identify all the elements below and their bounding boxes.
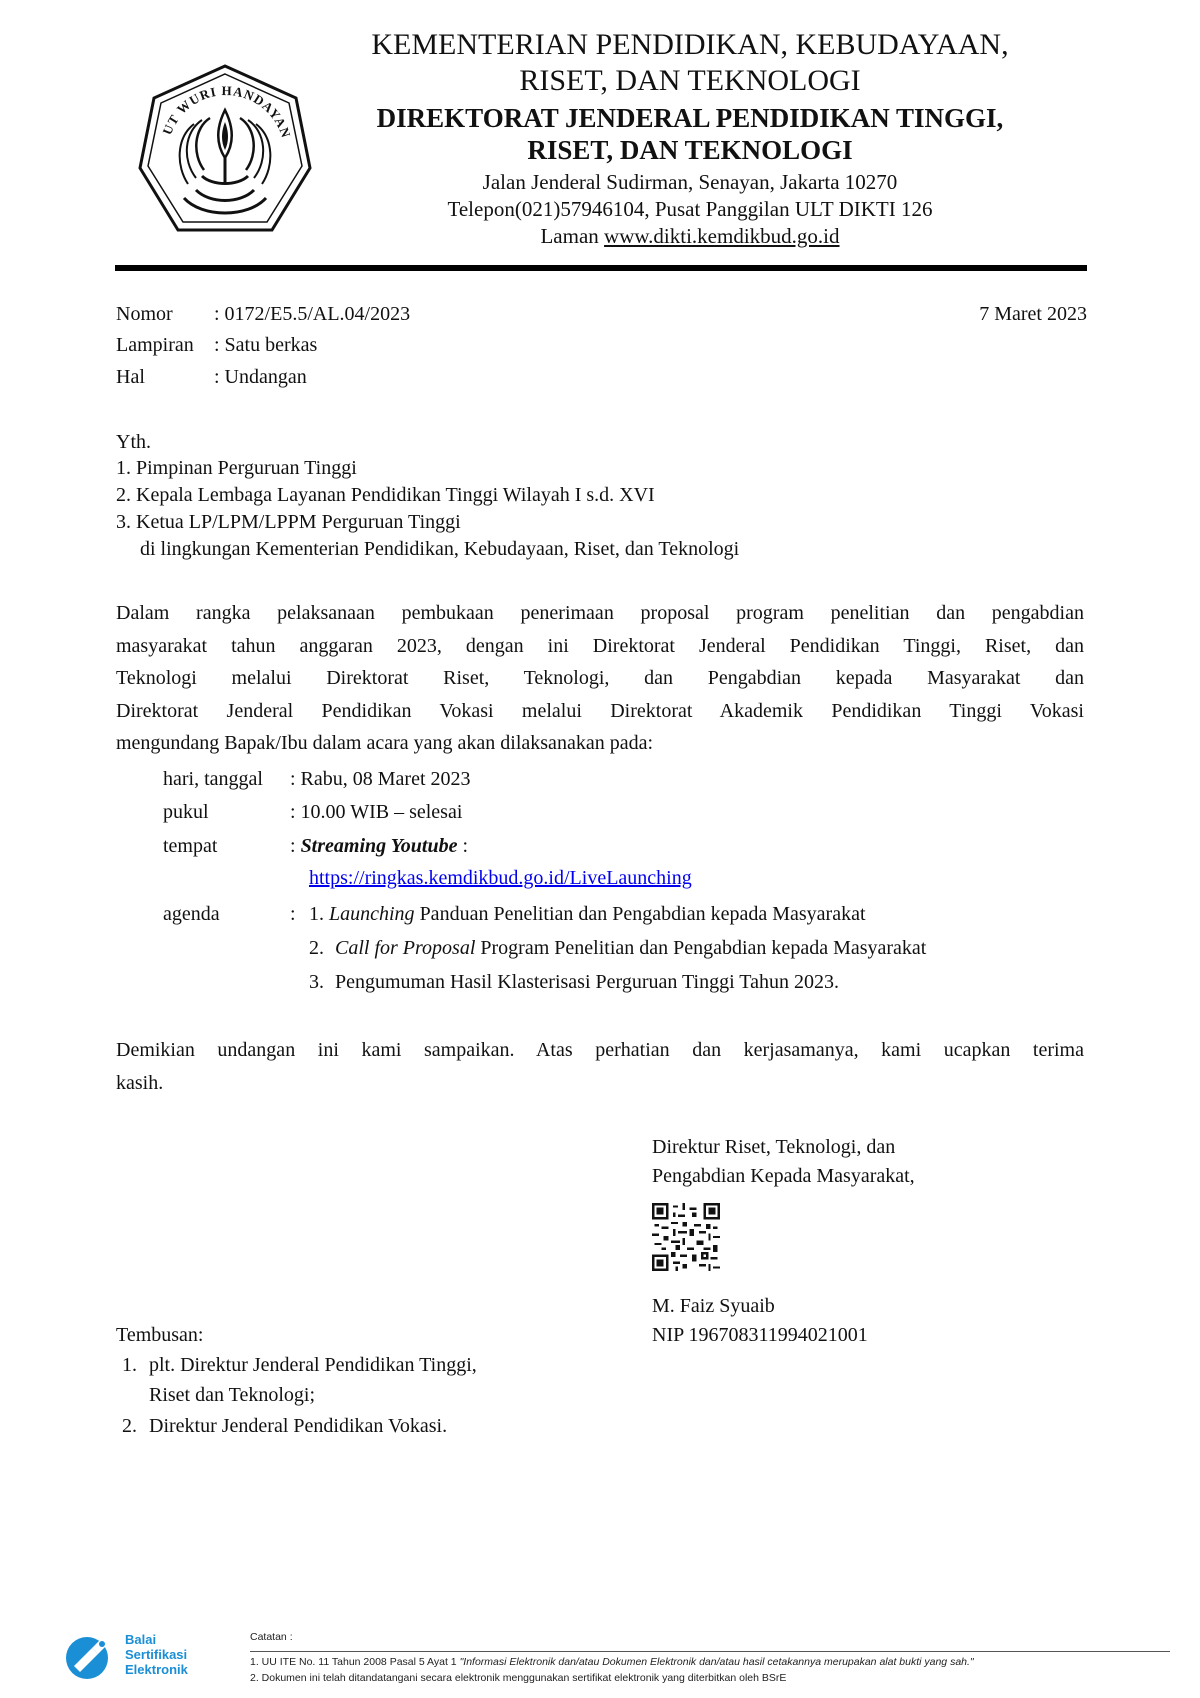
- signer-title-line2: Pengabdian Kepada Masyarakat,: [652, 1165, 915, 1187]
- livestream-link[interactable]: https://ringkas.kemdikbud.go.id/LiveLaunching: [309, 867, 692, 889]
- place-platform: Streaming Youtube: [300, 835, 458, 857]
- signature-qr-code: [652, 1203, 720, 1271]
- bsre-wordmark: [125, 1632, 188, 1677]
- agenda-item: [309, 936, 926, 960]
- hal-label: Hal: [116, 366, 145, 388]
- agenda-italic: Launching: [329, 903, 415, 925]
- catatan-label: Catatan :: [250, 1631, 293, 1643]
- tembusan-number: 2.: [122, 1415, 137, 1437]
- paragraph-line: Dalam rangka pelaksanaan pembukaan penerimaan proposal program penelitian dan pengabdian: [116, 602, 1084, 624]
- place-suffix: :: [457, 835, 469, 857]
- signer-nip: NIP 196708311994021001: [652, 1324, 868, 1346]
- paragraph-line: Direktorat Jenderal Pendidikan Vokasi melalui Direktorat Akademik Pendidikan Tinggi Vokasi: [116, 699, 1084, 722]
- event-place-value: [290, 834, 468, 858]
- website-link[interactable]: www.dikti.kemdikbud.go.id: [604, 224, 840, 248]
- note1-prefix: 1. UU ITE No. 11 Tahun 2008 Pasal 5 Ayat 1: [250, 1656, 460, 1668]
- closing-line: kasih.: [116, 1071, 164, 1094]
- tembusan-label: Tembusan:: [116, 1324, 204, 1346]
- directorate-name-line2: RISET, DAN TEKNOLOGI: [527, 135, 853, 165]
- signer-title-line1: Direktur Riset, Teknologi, dan: [652, 1136, 896, 1158]
- bsre-logo: [62, 1632, 222, 1682]
- letterhead-phone: Telepon(021)57946104, Pusat Panggilan ULT DIKTI 126: [447, 197, 933, 221]
- paragraph-line: Teknologi melalui Direktorat Riset, Teknologi, dan Pengabdian kepada Masyarakat dan: [116, 667, 1084, 690]
- footer-note-1: [250, 1656, 974, 1668]
- tut-wuri-handayani-logo-icon: [132, 58, 318, 244]
- paragraph-line: mengundang Bapak/Ibu dalam acara yang akan dilaksanakan pada:: [116, 732, 654, 755]
- ministry-name-line1: KEMENTERIAN PENDIDIKAN, KEBUDAYAAN,: [371, 28, 1009, 61]
- letter-date: 7 Maret 2023: [979, 303, 1087, 325]
- website-prefix: Laman: [540, 224, 605, 248]
- event-time-value: : 10.00 WIB – selesai: [290, 801, 463, 823]
- lampiran-value: : Satu berkas: [214, 334, 318, 356]
- agenda-text: Panduan Penelitian dan Pengabdian kepada Masyarakat: [414, 903, 866, 925]
- hal-value: : Undangan: [214, 366, 307, 388]
- event-day-label: hari, tanggal: [163, 768, 263, 790]
- signer-name: M. Faiz Syuaib: [652, 1295, 775, 1317]
- letterhead-website-line: [300, 223, 1080, 249]
- letterhead-address: Jalan Jenderal Sudirman, Senayan, Jakarta 10270: [482, 170, 898, 194]
- nomor-label: Nomor: [116, 303, 173, 325]
- place-colon: :: [290, 835, 296, 857]
- recipient-item: 2. Kepala Lembaga Layanan Pendidikan Tinggi Wilayah I s.d. XVI: [116, 484, 655, 506]
- recipient-salutation: Yth.: [116, 431, 151, 453]
- recipient-item: 3. Ketua LP/LPM/LPPM Perguruan Tinggi: [116, 511, 461, 533]
- invitation-paragraph: [116, 597, 1084, 760]
- agenda-text: Pengumuman Hasil Klasterisasi Perguruan Tinggi Tahun 2023.: [335, 971, 839, 993]
- paragraph-line: masyarakat tahun anggaran 2023, dengan ini Direktorat Jenderal Pendidikan Tinggi, Riset, dan: [116, 634, 1084, 657]
- bsre-word: Sertifikasi: [125, 1647, 188, 1662]
- nomor-value: : 0172/E5.5/AL.04/2023: [214, 303, 411, 325]
- recipient-item: 1. Pimpinan Perguruan Tinggi: [116, 457, 357, 479]
- event-day-value: : Rabu, 08 Maret 2023: [290, 768, 471, 790]
- lampiran-label: Lampiran: [116, 334, 194, 356]
- bsre-word: Balai: [125, 1632, 157, 1647]
- agenda-item: [309, 970, 839, 994]
- qr-code-icon: [652, 1203, 720, 1271]
- agenda-colon: :: [290, 903, 296, 925]
- tembusan-number: 1.: [122, 1354, 137, 1376]
- agenda-number: 2.: [309, 937, 324, 959]
- agenda-number: 3.: [309, 971, 324, 993]
- letterhead-divider: [115, 265, 1087, 271]
- tembusan-item: plt. Direktur Jenderal Pendidikan Tinggi,: [149, 1354, 477, 1376]
- event-time-label: pukul: [163, 801, 209, 823]
- footer-divider: [250, 1651, 1170, 1652]
- ministry-logo: [132, 58, 318, 244]
- agenda-item: [309, 902, 866, 926]
- bsre-emblem-icon: [62, 1632, 116, 1682]
- svg-text:TUT WURI HANDAYANI: UT WURI HANDAYAN: [159, 83, 294, 141]
- agenda-number: 1.: [309, 903, 324, 925]
- agenda-text: Program Penelitian dan Pengabdian kepada Masyarakat: [475, 937, 927, 959]
- agenda-italic: Call for Proposal: [335, 937, 476, 959]
- tembusan-item-cont: Riset dan Teknologi;: [149, 1384, 315, 1406]
- closing-paragraph: [116, 1034, 1084, 1099]
- event-place-label: tempat: [163, 835, 218, 857]
- event-agenda-label: agenda: [163, 903, 220, 925]
- bsre-word: Elektronik: [125, 1662, 188, 1677]
- footer-note-2: 2. Dokumen ini telah ditandatangani secara elektronik menggunakan sertifikat elektronik yang diterbitkan oleh BSrE: [250, 1672, 787, 1684]
- recipient-scope: di lingkungan Kementerian Pendidikan, Kebudayaan, Riset, dan Teknologi: [140, 538, 740, 560]
- closing-line: Demikian undangan ini kami sampaikan. Atas perhatian dan kerjasamanya, kami ucapkan terima: [116, 1039, 1084, 1061]
- tembusan-item: Direktur Jenderal Pendidikan Vokasi.: [149, 1415, 448, 1437]
- directorate-name-line1: DIREKTORAT JENDERAL PENDIDIKAN TINGGI,: [376, 103, 1004, 133]
- note1-quote: "Informasi Elektronik dan/atau Dokumen Elektronik dan/atau hasil cetakannya merupakan alat bukti yang sah.": [459, 1656, 974, 1668]
- ministry-name-line2: RISET, DAN TEKNOLOGI: [519, 64, 861, 97]
